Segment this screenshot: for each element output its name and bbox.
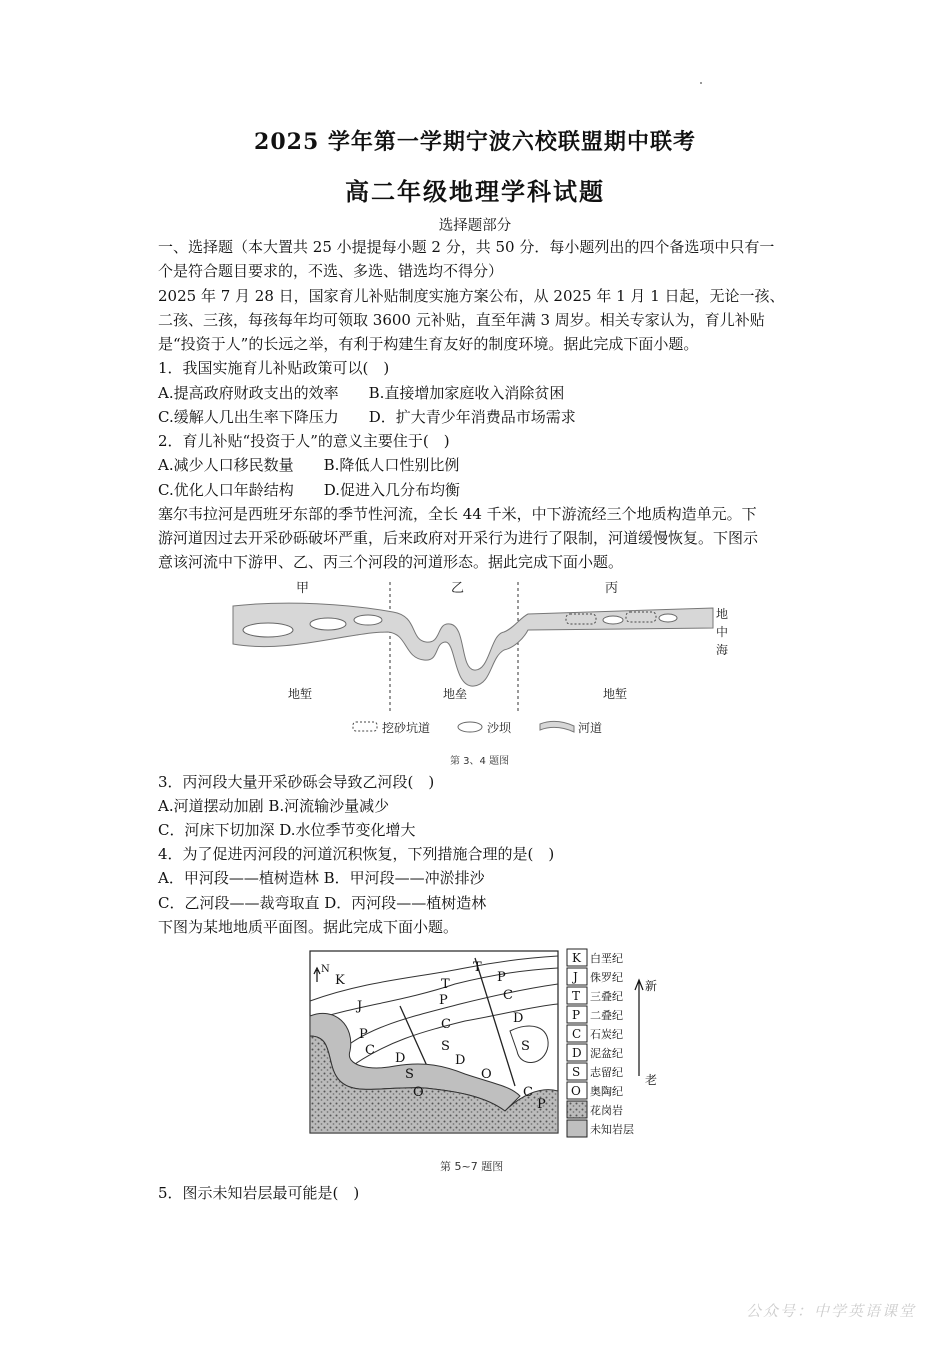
text-line: 是“投资于人”的长远之举，有利于构建生育友好的制度环境。据此完成下面小题。 (158, 335, 699, 353)
new-label: 新 (645, 979, 658, 993)
legend-name: 石炭纪 (590, 1028, 623, 1041)
map-label: C (441, 1017, 451, 1032)
map-label: P (497, 970, 506, 985)
svg-text:S: S (572, 1065, 581, 1079)
text-line: 游河道因过去开采砂砾破坏严重，后来政府对开采行为进行了限制，河道缓慢恢复。下图示 (158, 529, 759, 547)
geo-caption: 第 5~7 题图 (440, 1160, 504, 1173)
question-4: 4．为了促进丙河段的河道沉积恢复，下列措施合理的是( ) (158, 845, 555, 863)
question-3: 3．丙河段大量开采砂砾会导致乙河段( ) (158, 773, 435, 791)
text-line: 个是符合题目要求的，不选、多选、错选均不得分） (158, 262, 504, 280)
unit-label: 地垒 (443, 687, 468, 701)
sea-char: 海 (716, 643, 729, 657)
sea-char: 地 (716, 607, 729, 621)
section-yi: 乙 (451, 581, 465, 596)
svg-text:C: C (572, 1027, 582, 1041)
map-label: O (481, 1067, 492, 1082)
text-line: 塞尔韦拉河是西班牙东部的季节性河流，全长 44 千米，中下游流经三个地质构造单元。下 (158, 505, 757, 523)
legend-name: 三叠纪 (590, 990, 623, 1003)
q3-options-cd: C．河床下切加深 D.水位季节变化增大 (158, 821, 416, 839)
map-label: D (395, 1051, 406, 1066)
svg-text:T: T (572, 989, 581, 1003)
map-label: O (413, 1085, 424, 1100)
section-bing: 丙 (605, 581, 619, 596)
exam-title: 2025 学年第一学期宁波六校联盟期中联考 (254, 129, 696, 155)
legend-name: 奥陶纪 (590, 1085, 623, 1098)
svg-text:K: K (572, 951, 581, 965)
unit-label: 地堑 (603, 687, 628, 701)
question-1: 1．我国实施育儿补贴政策可以( ) (158, 359, 390, 377)
legend-name: 未知岩层 (590, 1123, 634, 1136)
section-jia: 甲 (296, 581, 310, 596)
map-label: P (537, 1097, 546, 1112)
sea-char: 中 (716, 625, 729, 639)
north-label: N (321, 964, 330, 975)
q3-options-ab: A.河道摆动加剧 B.河流输沙量减少 (158, 797, 390, 815)
text-line: 意该河流中下游甲、乙、丙三个河段的河道形态。据此完成下面小题。 (158, 553, 624, 571)
legend-channel: 河道 (578, 721, 603, 735)
map-label: P (439, 993, 448, 1008)
geology-figure (305, 946, 665, 1178)
map-label: S (441, 1039, 450, 1054)
map-label: T (441, 977, 450, 992)
map-label: C (365, 1043, 375, 1058)
legend-dredge: 挖砂坑道 (382, 721, 431, 735)
map-label: C (523, 1085, 533, 1100)
question-5: 5．图示未知岩层最可能是( ) (158, 1184, 360, 1202)
q4-options-cd: C．乙河段——裁弯取直 D．丙河段——植树造林 (158, 894, 487, 912)
legend-name: 花岗岩 (590, 1104, 623, 1117)
q1-options-cd: C.缓解人几出生率下降压力 D．扩大青少年消费品市场需求 (158, 408, 576, 426)
legend-name: 侏罗纪 (590, 971, 623, 984)
map-label: D (513, 1011, 524, 1026)
svg-text:P: P (572, 1008, 581, 1022)
q1-options-ab: A.提高政府财政支出的效率 B.直接增加家庭收入消除贫困 (158, 384, 565, 402)
exam-subtitle: 高二年级地理学科试题 (345, 177, 605, 206)
map-label: T (473, 960, 482, 975)
age-arrow-icon (635, 980, 643, 1076)
map-label: P (359, 1027, 368, 1042)
old-label: 老 (645, 1073, 658, 1087)
svg-text:O: O (571, 1084, 581, 1098)
map-label: S (521, 1039, 530, 1054)
legend-name: 二叠纪 (590, 1009, 623, 1022)
map-label: C (503, 988, 513, 1003)
river-figure (228, 572, 738, 772)
river-caption: 第 3、4 题图 (450, 756, 510, 767)
q2-options-ab: A.减少人口移民数量 B.降低人口性别比例 (158, 456, 460, 474)
text-line: 二孩、三孩，每孩每年均可领取 3600 元补贴，直至年满 3 周岁。相关专家认为，育儿补贴 (158, 311, 765, 329)
section-heading: 选择题部分 (438, 218, 512, 234)
svg-text:D: D (572, 1046, 582, 1060)
legend-name: 白垩纪 (590, 952, 623, 965)
text-line: 2025 年 7 月 28 日，国家育儿补贴制度实施方案公布，从 2025 年 1 月 1 日起，无论一孩、 (158, 287, 785, 305)
watermark: 公众号：中学英语课堂 (746, 1302, 917, 1320)
map-label: K (335, 973, 345, 988)
legend-sandbar: 沙坝 (487, 721, 512, 735)
map-label: J (357, 999, 363, 1014)
unit-label: 地堑 (288, 687, 313, 701)
text-line: 一、选择题（本大置共 25 小提提每小题 2 分，共 50 分．每小题列出的四个备选项中只有一 (158, 238, 775, 256)
text-line: 下图为某地地质平面图。据此完成下面小题。 (158, 918, 459, 936)
map-label: D (455, 1053, 466, 1068)
map-label: S (405, 1067, 414, 1082)
question-2: 2．育儿补贴“投资于人”的意义主要住于( ) (158, 432, 450, 450)
svg-text:J: J (573, 970, 578, 984)
legend-name: 志留纪 (590, 1066, 623, 1079)
q4-options-ab: A．甲河段——植树造林 B．甲河段——冲淤排沙 (158, 869, 485, 887)
legend-name: 泥盆纪 (590, 1047, 623, 1060)
q2-options-cd: C.优化人口年龄结构 D.促进入几分布均衡 (158, 481, 460, 499)
speck (700, 82, 702, 84)
